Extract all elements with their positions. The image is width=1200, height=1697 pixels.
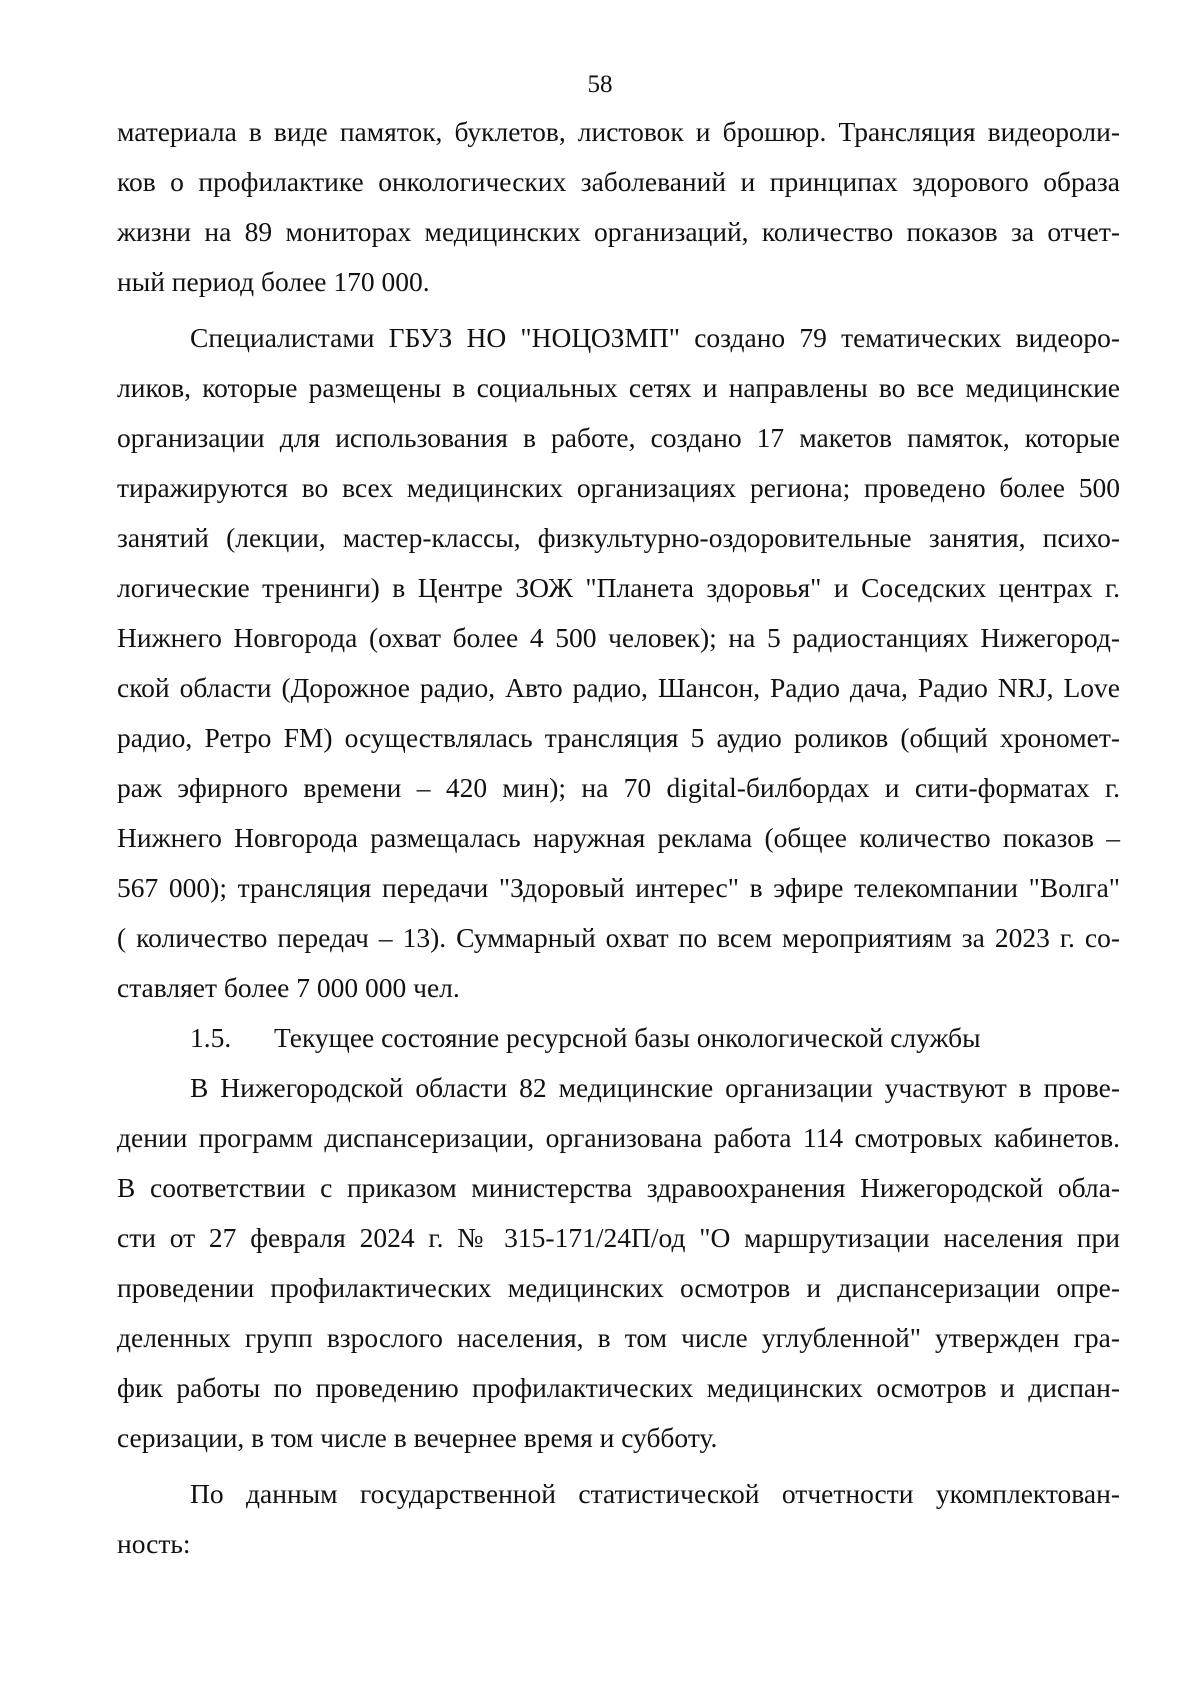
text-line: По данным государственной статистической отчетности укомплектован- <box>190 1478 1120 1509</box>
text-line: Нижнего Новгорода размещалась наружная реклама (общее количество показов – <box>117 822 1120 853</box>
text-line: деленных групп взрослого населения, в том числе углубленной" утвержден гра- <box>117 1322 1120 1353</box>
text-line: радио, Ретро FM) осуществлялась трансляция 5 аудио роликов (общий хрономет- <box>117 722 1120 753</box>
text-line: сти от 27 февраля 2024 г. № 315-171/24П/од "О маршрутизации населения при <box>117 1222 1120 1253</box>
paragraph-4 <box>117 1469 1120 1569</box>
page-number: 58 <box>587 71 613 98</box>
text-line: ской области (Дорожное радио, Авто радио, Шансон, Радио дача, Радио NRJ, Love <box>117 672 1120 703</box>
text-line: Специалистами ГБУЗ НО "НОЦОЗМП" создано 79 тематических видеоро- <box>190 322 1120 353</box>
text-line: тиражируются во всех медицинских организациях региона; проведено более 500 <box>117 472 1120 503</box>
text-line: занятий (лекции, мастер-классы, физкультурно-оздоровительные занятия, психо- <box>117 522 1120 553</box>
section-title: Текущее состояние ресурсной базы онкологической службы <box>274 1022 981 1053</box>
section-heading <box>117 1013 1120 1063</box>
text-line: ликов, которые размещены в социальных сетях и направлены во все медицинские <box>117 372 1120 403</box>
text-line: жизни на 89 мониторах медицинских организаций, количество показов за отчет- <box>117 216 1120 247</box>
text-line: В соответствии с приказом министерства здравоохранения Нижегородской обла- <box>117 1172 1120 1203</box>
text-line: ный период более 170 000. <box>117 266 430 297</box>
paragraph-2 <box>117 313 1120 1013</box>
text-line: логические тренинги) в Центре ЗОЖ "Планета здоровья" и Соседских центрах г. <box>117 572 1120 603</box>
text-line: организации для использования в работе, создано 17 макетов памяток, которые <box>117 422 1120 453</box>
text-line: ставляет более 7 000 000 чел. <box>117 972 460 1003</box>
text-line: ков о профилактике онкологических заболеваний и принципах здорового образа <box>117 166 1120 197</box>
text-line: В Нижегородской области 82 медицинские организации участвуют в прове- <box>190 1072 1120 1103</box>
text-line: фик работы по проведению профилактических медицинских осмотров и диспан- <box>117 1372 1120 1403</box>
paragraph-1 <box>117 107 1120 307</box>
text-line: Нижнего Новгорода (охват более 4 500 человек); на 5 радиостанциях Нижегород- <box>117 622 1120 653</box>
text-line: 567 000); трансляция передачи "Здоровый интерес" в эфире телекомпании "Волга" <box>117 872 1120 903</box>
body-text <box>117 107 1120 1569</box>
text-line: материала в виде памяток, буклетов, листовок и брошюр. Трансляция видеороли- <box>117 116 1120 147</box>
text-line: ность: <box>117 1528 191 1559</box>
text-line: серизации, в том числе в вечернее время и субботу. <box>117 1422 718 1453</box>
text-line: раж эфирного времени – 420 мин); на 70 digital-билбордах и сити-форматах г. <box>117 772 1120 803</box>
section-number: 1.5. <box>190 1022 232 1053</box>
text-line: проведении профилактических медицинских осмотров и диспансеризации опре- <box>117 1272 1120 1303</box>
paragraph-3 <box>117 1063 1120 1463</box>
text-line: дении программ диспансеризации, организована работа 114 смотровых кабинетов. <box>117 1122 1120 1153</box>
text-line: ( количество передач – 13). Суммарный охват по всем мероприятиям за 2023 г. со- <box>117 922 1120 953</box>
